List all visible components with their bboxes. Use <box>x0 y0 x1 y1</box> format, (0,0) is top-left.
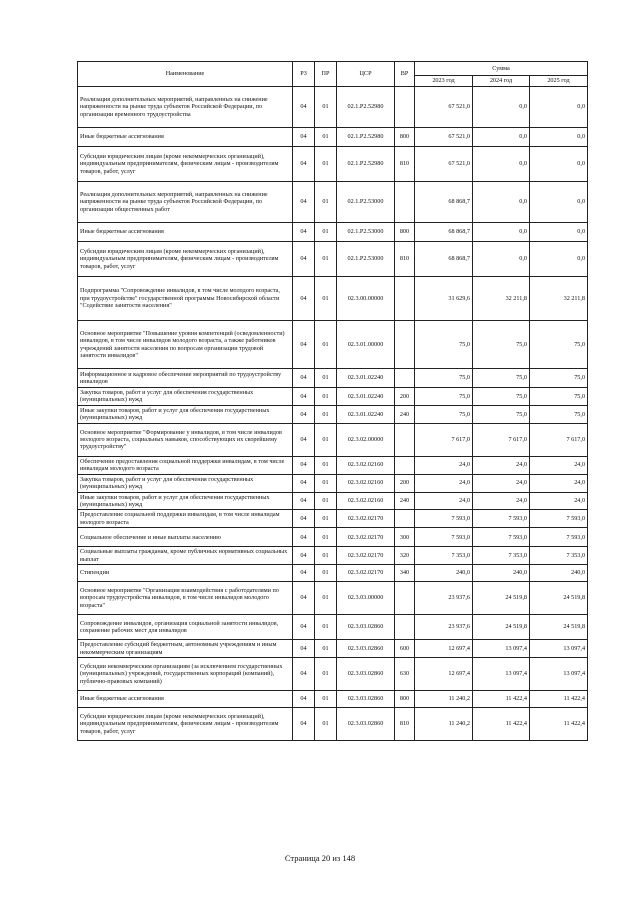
row-amount-2024: 7 353,0 <box>473 547 530 565</box>
row-amount-2024: 11 422,4 <box>473 691 530 708</box>
row-rz: 04 <box>293 242 315 277</box>
row-amount-2024: 7 617,0 <box>473 423 530 456</box>
row-pr: 01 <box>315 128 337 147</box>
row-amount-2024: 240,0 <box>473 565 530 582</box>
table-row <box>78 321 588 369</box>
table-row <box>78 510 588 528</box>
row-name: Иные закупки товаров, работ и услуг для обеспечения государственных (муниципальных) нужд <box>78 405 293 423</box>
row-name: Реализация дополнительных мероприятий, направленных на снижение напряженности на рынке труда субъектов Российской Федерации, по организации временного трудоустройства <box>78 87 293 128</box>
row-amount-2025: 24,0 <box>530 456 588 474</box>
row-rz: 04 <box>293 528 315 547</box>
row-rz: 04 <box>293 223 315 242</box>
table-row <box>78 182 588 223</box>
row-amount-2025: 7 617,0 <box>530 423 588 456</box>
row-rz: 04 <box>293 405 315 423</box>
table-row <box>78 658 588 691</box>
table-row <box>78 128 588 147</box>
row-pr: 01 <box>315 321 337 369</box>
row-amount-2024: 75,0 <box>473 405 530 423</box>
row-rz: 04 <box>293 708 315 741</box>
row-pr: 01 <box>315 242 337 277</box>
row-amount-2023: 68 868,7 <box>415 182 473 223</box>
table-row <box>78 147 588 182</box>
row-amount-2024: 75,0 <box>473 321 530 369</box>
row-csr: 02.3.02.02170 <box>337 565 395 582</box>
row-csr: 02.3.02.02160 <box>337 492 395 510</box>
row-amount-2023: 67 521,0 <box>415 87 473 128</box>
row-pr: 01 <box>315 615 337 640</box>
header-pr: ПР <box>315 62 337 87</box>
row-csr: 02.3.03.00000 <box>337 582 395 615</box>
row-amount-2024: 32 211,8 <box>473 277 530 321</box>
row-amount-2025: 0,0 <box>530 128 588 147</box>
row-rz: 04 <box>293 321 315 369</box>
row-csr: 02.3.02.00000 <box>337 423 395 456</box>
row-amount-2023: 12 697,4 <box>415 640 473 658</box>
table-row <box>78 369 588 388</box>
row-name: Социальное обеспечение и иные выплаты населению <box>78 528 293 547</box>
row-vr <box>395 456 415 474</box>
row-pr: 01 <box>315 528 337 547</box>
row-rz: 04 <box>293 147 315 182</box>
table-row <box>78 582 588 615</box>
table-row <box>78 277 588 321</box>
row-vr: 320 <box>395 547 415 565</box>
row-amount-2023: 12 697,4 <box>415 658 473 691</box>
row-csr: 02.3.03.02860 <box>337 708 395 741</box>
row-amount-2024: 75,0 <box>473 369 530 388</box>
table-body <box>78 87 588 741</box>
row-pr: 01 <box>315 147 337 182</box>
row-pr: 01 <box>315 510 337 528</box>
row-amount-2023: 67 521,0 <box>415 128 473 147</box>
row-vr <box>395 369 415 388</box>
header-vr: ВР <box>395 62 415 87</box>
row-pr: 01 <box>315 369 337 388</box>
row-vr <box>395 423 415 456</box>
row-csr: 02.1.P2.53000 <box>337 182 395 223</box>
row-csr: 02.3.00.00000 <box>337 277 395 321</box>
table-row <box>78 388 588 406</box>
row-rz: 04 <box>293 565 315 582</box>
row-name: Субсидии юридическим лицам (кроме некоммерческих организаций), индивидуальным предпринимателям, физическим лицам - производителям товаров, работ, услуг <box>78 242 293 277</box>
row-csr: 02.3.02.02160 <box>337 474 395 492</box>
row-amount-2025: 75,0 <box>530 369 588 388</box>
row-amount-2024: 7 593,0 <box>473 510 530 528</box>
row-vr: 810 <box>395 147 415 182</box>
row-pr: 01 <box>315 456 337 474</box>
row-vr: 800 <box>395 128 415 147</box>
row-amount-2023: 75,0 <box>415 405 473 423</box>
row-vr: 810 <box>395 242 415 277</box>
row-amount-2023: 23 937,6 <box>415 615 473 640</box>
row-rz: 04 <box>293 658 315 691</box>
table-row <box>78 547 588 565</box>
table-row <box>78 456 588 474</box>
row-name: Предоставление субсидий бюджетным, автономным учреждениям и иным некоммерческим организациям <box>78 640 293 658</box>
row-amount-2025: 75,0 <box>530 405 588 423</box>
row-amount-2025: 32 211,8 <box>530 277 588 321</box>
table-row <box>78 640 588 658</box>
row-amount-2025: 7 593,0 <box>530 528 588 547</box>
row-csr: 02.3.02.02160 <box>337 456 395 474</box>
row-pr: 01 <box>315 423 337 456</box>
row-amount-2025: 24,0 <box>530 474 588 492</box>
row-pr: 01 <box>315 565 337 582</box>
table-row <box>78 528 588 547</box>
table-row <box>78 615 588 640</box>
row-vr <box>395 277 415 321</box>
row-amount-2023: 31 629,6 <box>415 277 473 321</box>
table-row <box>78 423 588 456</box>
header-year-2023: 2023 год <box>415 76 473 87</box>
row-name: Закупка товаров, работ и услуг для обеспечения государственных (муниципальных) нужд <box>78 388 293 406</box>
row-amount-2025: 13 097,4 <box>530 658 588 691</box>
table-row <box>78 492 588 510</box>
row-csr: 02.3.01.02240 <box>337 388 395 406</box>
row-rz: 04 <box>293 423 315 456</box>
table-row <box>78 565 588 582</box>
row-amount-2024: 24 519,8 <box>473 615 530 640</box>
row-amount-2023: 7 593,0 <box>415 528 473 547</box>
row-rz: 04 <box>293 474 315 492</box>
header-name: Наименование <box>78 62 293 87</box>
row-rz: 04 <box>293 582 315 615</box>
row-rz: 04 <box>293 640 315 658</box>
row-csr: 02.3.02.02170 <box>337 547 395 565</box>
row-rz: 04 <box>293 456 315 474</box>
row-amount-2023: 68 868,7 <box>415 242 473 277</box>
row-amount-2024: 75,0 <box>473 388 530 406</box>
row-csr: 02.3.02.02170 <box>337 510 395 528</box>
row-vr: 300 <box>395 528 415 547</box>
row-csr: 02.3.01.02240 <box>337 405 395 423</box>
table-row <box>78 223 588 242</box>
row-name: Обеспечение предоставления социальной поддержки инвалидам, в том числе инвалидам молодого возраста <box>78 456 293 474</box>
row-pr: 01 <box>315 87 337 128</box>
row-name: Иные закупки товаров, работ и услуг для обеспечения государственных (муниципальных) нужд <box>78 492 293 510</box>
row-amount-2025: 75,0 <box>530 388 588 406</box>
row-csr: 02.1.P2.53000 <box>337 242 395 277</box>
row-csr: 02.3.01.02240 <box>337 369 395 388</box>
row-amount-2025: 7 593,0 <box>530 510 588 528</box>
row-pr: 01 <box>315 223 337 242</box>
row-amount-2023: 11 240,2 <box>415 708 473 741</box>
row-amount-2025: 13 097,4 <box>530 640 588 658</box>
row-amount-2024: 7 593,0 <box>473 528 530 547</box>
row-amount-2025: 75,0 <box>530 321 588 369</box>
row-vr: 800 <box>395 223 415 242</box>
row-amount-2024: 24,0 <box>473 474 530 492</box>
row-vr <box>395 582 415 615</box>
header-year-2024: 2024 год <box>473 76 530 87</box>
row-amount-2023: 67 521,0 <box>415 147 473 182</box>
row-rz: 04 <box>293 510 315 528</box>
row-amount-2025: 11 422,4 <box>530 708 588 741</box>
row-amount-2025: 240,0 <box>530 565 588 582</box>
budget-table <box>77 61 588 741</box>
row-amount-2024: 0,0 <box>473 147 530 182</box>
row-pr: 01 <box>315 182 337 223</box>
row-vr <box>395 510 415 528</box>
row-amount-2025: 0,0 <box>530 87 588 128</box>
row-name: Субсидии юридическим лицам (кроме некоммерческих организаций), индивидуальным предпринимателям, физическим лицам - производителям товаров, работ, услуг <box>78 708 293 741</box>
row-csr: 02.1.P2.52980 <box>337 87 395 128</box>
row-name: Основное мероприятие "Формирование у инвалидов, в том числе инвалидов молодого возраста, социальных навыков, способствующих их скорейшему трудоустройству" <box>78 423 293 456</box>
row-pr: 01 <box>315 640 337 658</box>
row-rz: 04 <box>293 691 315 708</box>
table-row <box>78 691 588 708</box>
row-pr: 01 <box>315 547 337 565</box>
row-amount-2024: 0,0 <box>473 182 530 223</box>
row-amount-2025: 24 519,8 <box>530 582 588 615</box>
row-pr: 01 <box>315 388 337 406</box>
row-amount-2024: 13 097,4 <box>473 658 530 691</box>
row-rz: 04 <box>293 547 315 565</box>
row-amount-2023: 75,0 <box>415 369 473 388</box>
row-pr: 01 <box>315 582 337 615</box>
row-amount-2024: 24,0 <box>473 492 530 510</box>
row-name: Основное мероприятие "Организация взаимодействия с работодателями по вопросам трудоустройства инвалидов, в том числе инвалидов молодого возраста" <box>78 582 293 615</box>
row-rz: 04 <box>293 369 315 388</box>
row-name: Субсидии некоммерческим организациям (за исключением государственных (муниципальных) учреждений, государственных корпораций (компаний), публично-правовых компаний) <box>78 658 293 691</box>
row-name: Предоставление социальной поддержки инвалидам, в том числе инвалидам молодого возраста <box>78 510 293 528</box>
row-vr <box>395 87 415 128</box>
row-amount-2023: 75,0 <box>415 321 473 369</box>
row-vr: 600 <box>395 640 415 658</box>
row-amount-2025: 11 422,4 <box>530 691 588 708</box>
row-amount-2023: 24,0 <box>415 456 473 474</box>
row-amount-2025: 0,0 <box>530 242 588 277</box>
header-sum: Сумма <box>415 62 588 76</box>
row-name: Стипендии <box>78 565 293 582</box>
row-vr: 200 <box>395 388 415 406</box>
row-pr: 01 <box>315 658 337 691</box>
row-vr: 800 <box>395 691 415 708</box>
page-number: Страница 20 из 148 <box>284 853 356 863</box>
row-csr: 02.1.P2.52980 <box>337 128 395 147</box>
row-amount-2023: 7 593,0 <box>415 510 473 528</box>
row-amount-2024: 0,0 <box>473 87 530 128</box>
row-amount-2024: 24,0 <box>473 456 530 474</box>
row-name: Иные бюджетные ассигнования <box>78 223 293 242</box>
row-amount-2023: 24,0 <box>415 474 473 492</box>
header-rz: РЗ <box>293 62 315 87</box>
row-vr: 240 <box>395 405 415 423</box>
row-amount-2023: 68 868,7 <box>415 223 473 242</box>
row-amount-2024: 24 519,8 <box>473 582 530 615</box>
row-amount-2023: 7 617,0 <box>415 423 473 456</box>
row-name: Информационное и кадровое обеспечение мероприятий по трудоустройству инвалидов <box>78 369 293 388</box>
row-amount-2025: 0,0 <box>530 223 588 242</box>
row-csr: 02.3.03.02860 <box>337 640 395 658</box>
row-rz: 04 <box>293 277 315 321</box>
row-name: Социальные выплаты гражданам, кроме публичных нормативных социальных выплат <box>78 547 293 565</box>
table-row <box>78 405 588 423</box>
table-row <box>78 242 588 277</box>
row-vr <box>395 321 415 369</box>
row-name: Иные бюджетные ассигнования <box>78 128 293 147</box>
row-amount-2025: 0,0 <box>530 182 588 223</box>
row-vr: 340 <box>395 565 415 582</box>
row-rz: 04 <box>293 615 315 640</box>
table-row <box>78 474 588 492</box>
row-amount-2024: 0,0 <box>473 223 530 242</box>
row-name: Сопровождение инвалидов, организация социальной занятости инвалидов, сохранение рабочих мест для инвалидов <box>78 615 293 640</box>
row-name: Закупка товаров, работ и услуг для обеспечения государственных (муниципальных) нужд <box>78 474 293 492</box>
row-csr: 02.3.02.02170 <box>337 528 395 547</box>
row-amount-2024: 11 422,4 <box>473 708 530 741</box>
row-amount-2023: 24,0 <box>415 492 473 510</box>
row-amount-2024: 0,0 <box>473 242 530 277</box>
row-amount-2024: 13 097,4 <box>473 640 530 658</box>
row-amount-2024: 0,0 <box>473 128 530 147</box>
row-amount-2025: 24 519,8 <box>530 615 588 640</box>
row-vr: 200 <box>395 474 415 492</box>
row-amount-2025: 0,0 <box>530 147 588 182</box>
row-amount-2025: 24,0 <box>530 492 588 510</box>
row-name: Субсидии юридическим лицам (кроме некоммерческих организаций), индивидуальным предпринимателям, физическим лицам - производителям товаров, работ, услуг <box>78 147 293 182</box>
row-rz: 04 <box>293 182 315 223</box>
row-csr: 02.1.P2.53000 <box>337 223 395 242</box>
row-amount-2023: 7 353,0 <box>415 547 473 565</box>
header-year-2025: 2025 год <box>530 76 588 87</box>
row-csr: 02.3.01.00000 <box>337 321 395 369</box>
row-csr: 02.3.03.02860 <box>337 615 395 640</box>
row-vr <box>395 182 415 223</box>
row-vr: 810 <box>395 708 415 741</box>
row-vr <box>395 615 415 640</box>
row-rz: 04 <box>293 492 315 510</box>
row-rz: 04 <box>293 388 315 406</box>
row-csr: 02.1.P2.52980 <box>337 147 395 182</box>
row-vr: 630 <box>395 658 415 691</box>
row-name: Иные бюджетные ассигнования <box>78 691 293 708</box>
row-name: Подпрограмма "Сопровождение инвалидов, в том числе молодого возраста, при трудоустройстве" государственной программы Новосибирской области "Содействие занятости населения" <box>78 277 293 321</box>
row-pr: 01 <box>315 708 337 741</box>
row-pr: 01 <box>315 405 337 423</box>
table-row <box>78 87 588 128</box>
row-vr: 240 <box>395 492 415 510</box>
header-csr: ЦСР <box>337 62 395 87</box>
row-csr: 02.3.03.02860 <box>337 658 395 691</box>
row-amount-2023: 240,0 <box>415 565 473 582</box>
row-pr: 01 <box>315 492 337 510</box>
table-row <box>78 708 588 741</box>
row-rz: 04 <box>293 87 315 128</box>
row-amount-2023: 23 937,6 <box>415 582 473 615</box>
row-rz: 04 <box>293 128 315 147</box>
row-csr: 02.3.03.02860 <box>337 691 395 708</box>
row-name: Основное мероприятие "Повышение уровня компетенций (осведомленности) инвалидов, в том числе инвалидов молодого возраста, а также работников учреждений занятости населения по вопросам организации трудовой занятости инвалидов" <box>78 321 293 369</box>
row-name: Реализация дополнительных мероприятий, направленных на снижение напряженности на рынке труда субъектов Российской Федерации, по организации общественных работ <box>78 182 293 223</box>
row-pr: 01 <box>315 691 337 708</box>
row-pr: 01 <box>315 277 337 321</box>
row-amount-2023: 75,0 <box>415 388 473 406</box>
row-amount-2025: 7 353,0 <box>530 547 588 565</box>
row-amount-2023: 11 240,2 <box>415 691 473 708</box>
row-pr: 01 <box>315 474 337 492</box>
